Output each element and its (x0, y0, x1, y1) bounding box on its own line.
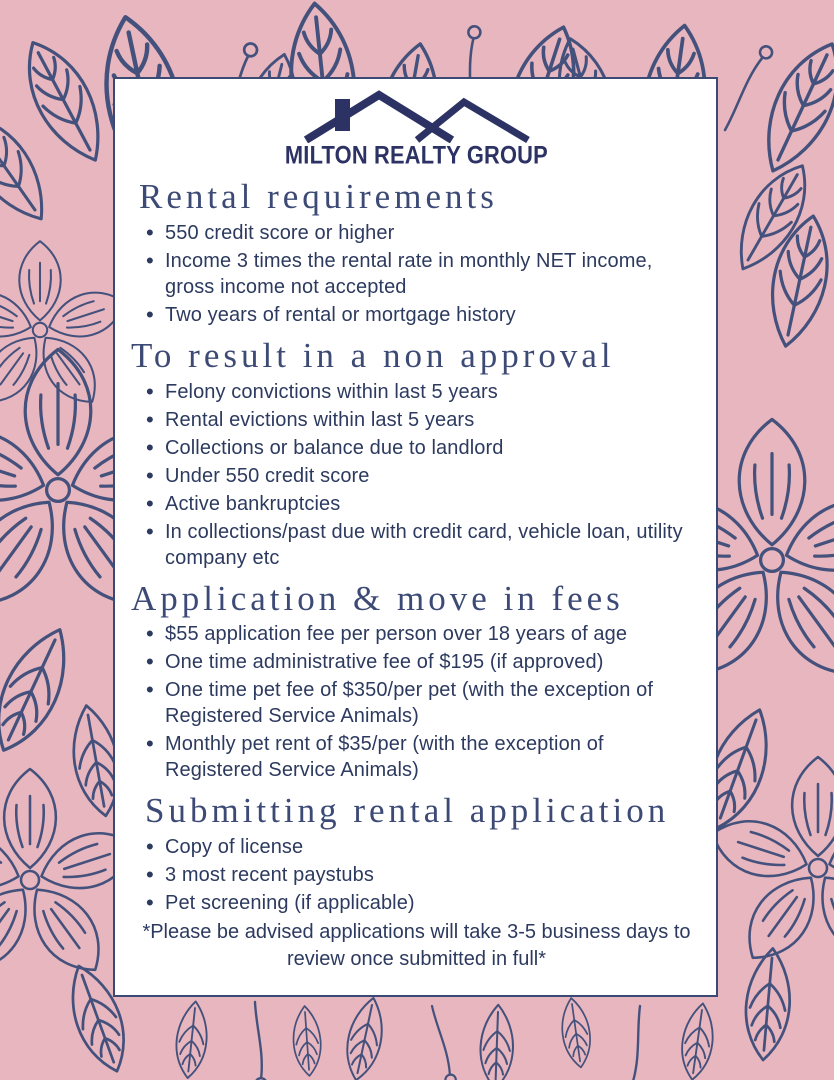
bullet-item: • Under 550 credit score (165, 463, 702, 489)
section-heading: Submitting rental application (145, 791, 670, 831)
bullet-item: • Pet screening (if applicable) (165, 890, 702, 916)
bullet-item: • Copy of license (165, 834, 702, 860)
bullet-list (131, 834, 702, 916)
bullet-item: • One time pet fee of $350/per pet (with the exception of Registered Service Animals) (165, 677, 702, 729)
section-rental-requirements (131, 178, 702, 328)
section-non-approval (131, 337, 702, 571)
bullet-item: • In collections/past due with credit card, vehicle loan, utility company etc (165, 519, 702, 571)
bullet-list (131, 379, 702, 571)
bullet-item: • 550 credit score or higher (165, 220, 702, 246)
brand-logo (131, 89, 702, 169)
bullet-list (131, 220, 702, 328)
section-submitting-application (131, 792, 702, 916)
section-application-fees (131, 580, 702, 784)
content-card (113, 77, 718, 997)
bullet-item: • Income 3 times the rental rate in monthly NET income, gross income not accepted (165, 248, 702, 300)
bullet-item: • $55 application fee per person over 18 years of age (165, 621, 702, 647)
bullet-item: • Two years of rental or mortgage history (165, 302, 702, 328)
bullet-list (131, 621, 702, 783)
brand-name: MILTON REALTY GROUP (284, 140, 548, 169)
section-heading: Rental requirements (139, 177, 498, 216)
bullet-item: • 3 most recent paystubs (165, 862, 702, 888)
bullet-item: • Felony convictions within last 5 years (165, 379, 702, 405)
section-heading: Application & move in fees (131, 578, 624, 618)
house-roofs-icon (301, 89, 533, 143)
section-heading: To result in a non approval (131, 335, 615, 375)
bullet-item: • One time administrative fee of $195 (if approved) (165, 649, 702, 675)
bullet-item: • Collections or balance due to landlord (165, 435, 702, 461)
bullet-item: • Active bankruptcies (165, 491, 702, 517)
bullet-item: • Monthly pet rent of $35/per (with the exception of Registered Service Animals) (165, 731, 702, 783)
footnote: *Please be advised applications will take 3-5 business days to review once submitted in full* (142, 921, 691, 970)
bullet-item: • Rental evictions within last 5 years (165, 407, 702, 433)
